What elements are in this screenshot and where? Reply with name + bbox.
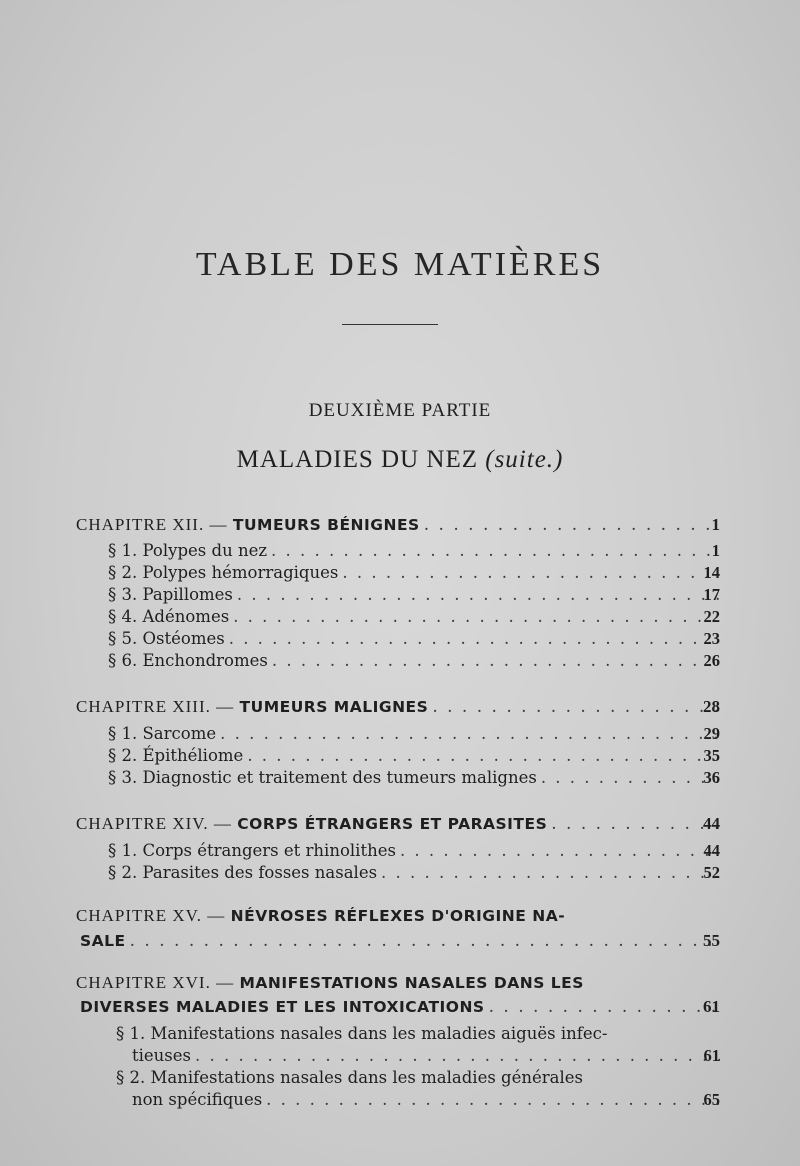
chapter-label: CHAPITRE XII. — [76, 515, 228, 534]
section-title: Polypes du nez [142, 541, 268, 560]
page-number: 35 [703, 746, 720, 765]
chapter-label: CHAPITRE XIII. — [76, 697, 235, 716]
page-number: 1 [711, 541, 720, 560]
section-number: § 4. [108, 607, 138, 626]
section-number: § 2. [108, 563, 138, 582]
section-title-cont: tieuses [132, 1046, 191, 1065]
section-title: Sarcome [142, 724, 217, 743]
toc-chapter-15 [76, 906, 720, 928]
toc-chapter-14 [76, 814, 720, 836]
chapter-title: MANIFESTATIONS NASALES DANS LES [239, 974, 584, 992]
section-number: § 1. [108, 841, 138, 860]
section-number: § 1. [108, 724, 138, 743]
toc-chapter-16-cont [80, 997, 720, 1019]
toc-chapter-15-cont [80, 931, 720, 953]
page-number: 44 [703, 814, 720, 833]
toc-chapter-16 [76, 973, 720, 995]
section-title: Diagnostic et traitement des tumeurs malignes [142, 768, 537, 787]
page-number: 29 [703, 724, 720, 743]
toc-section [108, 768, 720, 790]
section-number: § 3. [108, 768, 138, 787]
chapter-title: NÉVROSES RÉFLEXES D'ORIGINE NA- [230, 907, 566, 925]
section-title-cont: non spécifiques [132, 1090, 263, 1109]
title-rule [342, 324, 438, 325]
toc-section [108, 651, 720, 673]
section-number: § 5. [108, 629, 138, 648]
toc-section [108, 629, 720, 651]
subtitle-note: (suite.) [485, 446, 564, 473]
toc-chapter-13 [76, 697, 720, 719]
subtitle-main: MALADIES DU NEZ [236, 446, 478, 473]
section-title: Manifestations nasales dans les maladies aiguës infec- [150, 1024, 608, 1043]
section-number: § 2. [108, 863, 138, 882]
toc-section-cont [132, 1090, 720, 1112]
page-title: TABLE DES MATIÈRES [195, 246, 605, 283]
section-title: Corps étrangers et rhinolithes [142, 841, 396, 860]
toc-section [116, 1068, 720, 1090]
section-number: § 3. [108, 585, 138, 604]
toc-section [108, 541, 720, 563]
part-heading: DEUXIÈME PARTIE [308, 400, 492, 421]
part-subtitle [0, 446, 800, 474]
section-title: Papillomes [142, 585, 233, 604]
section-title: Épithéliome [142, 746, 244, 765]
toc-section [108, 841, 720, 863]
section-title: Manifestations nasales dans les maladies générales [150, 1068, 584, 1087]
toc-chapter-12 [76, 515, 720, 537]
toc-section [116, 1024, 720, 1046]
section-title: Enchondromes [142, 651, 268, 670]
page-number: 44 [703, 841, 720, 860]
chapter-title: TUMEURS MALIGNES [239, 698, 429, 716]
chapter-label: CHAPITRE XV. — [76, 906, 226, 925]
page-number: 28 [703, 697, 720, 716]
page-number: 52 [703, 863, 720, 882]
page-number: 61 [703, 997, 720, 1016]
page-number: 36 [703, 768, 720, 787]
section-number: § 1. [116, 1024, 146, 1043]
section-title: Parasites des fosses nasales [142, 863, 378, 882]
page-number: 23 [703, 629, 720, 648]
chapter-title-cont: DIVERSES MALADIES ET LES INTOXICATIONS [80, 998, 485, 1016]
toc-section [108, 724, 720, 746]
page-number: 22 [703, 607, 720, 626]
section-title: Polypes hémorragiques [142, 563, 339, 582]
section-number: § 6. [108, 651, 138, 670]
page-number: 17 [703, 585, 720, 604]
toc-section [108, 746, 720, 768]
section-number: § 2. [116, 1068, 146, 1087]
page-number: 14 [703, 563, 720, 582]
chapter-label: CHAPITRE XIV. — [76, 814, 232, 833]
page-number: 65 [703, 1090, 720, 1109]
toc-section [108, 863, 720, 885]
chapter-title: TUMEURS BÉNIGNES [232, 516, 420, 534]
page-number: 55 [703, 931, 720, 950]
chapter-title-cont: SALE [80, 932, 126, 950]
toc-section [108, 563, 720, 585]
page-number: 61 [703, 1046, 720, 1065]
section-title: Ostéomes [142, 629, 225, 648]
page-number: 1 [711, 515, 720, 534]
chapter-label: CHAPITRE XVI. — [76, 973, 235, 992]
section-title: Adénomes [142, 607, 230, 626]
toc-section [108, 585, 720, 607]
page-number: 26 [703, 651, 720, 670]
toc-section-cont [132, 1046, 720, 1068]
toc-section [108, 607, 720, 629]
chapter-title: CORPS ÉTRANGERS ET PARASITES [237, 815, 548, 833]
section-number: § 1. [108, 541, 138, 560]
section-number: § 2. [108, 746, 138, 765]
